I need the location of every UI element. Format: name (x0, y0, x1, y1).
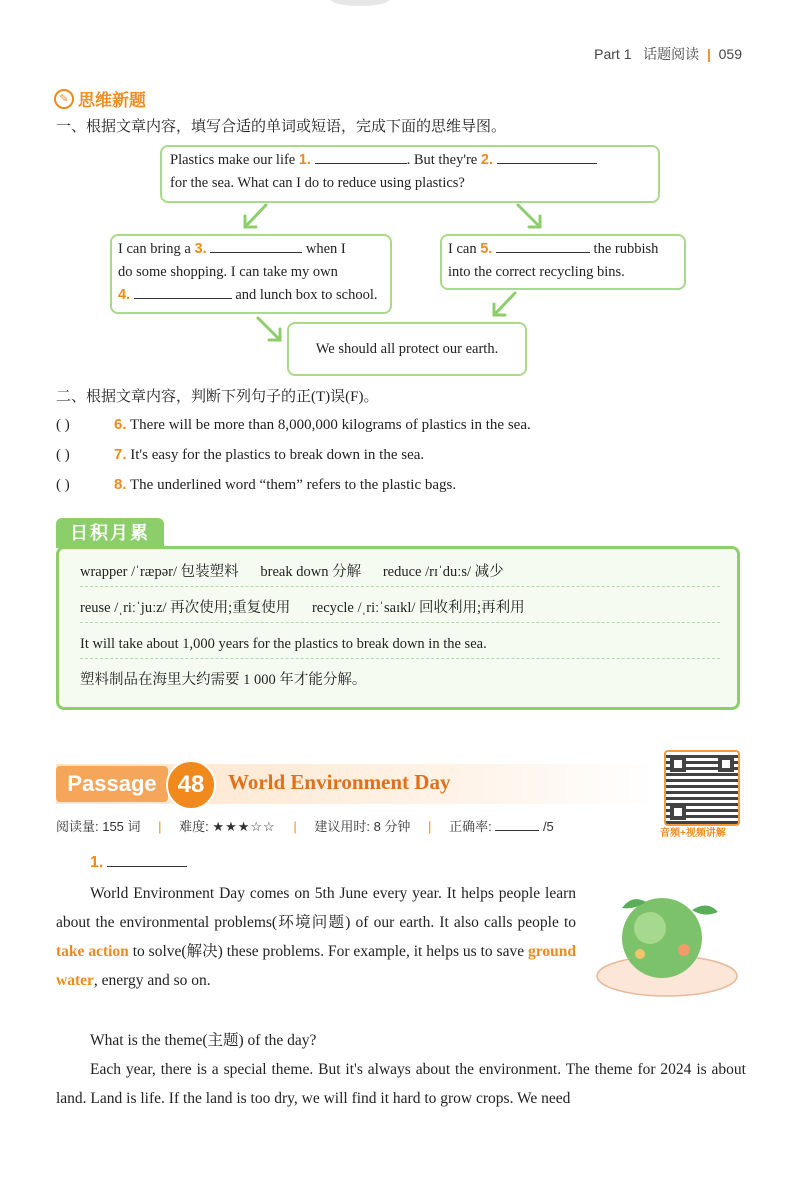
arrow-left-bottom (258, 318, 280, 340)
page-number: 059 (718, 46, 742, 62)
qr-finder-tl (670, 756, 686, 772)
leaf-2 (692, 905, 718, 914)
earth-in-hands-illustration (592, 888, 742, 1006)
heading-blank-1[interactable] (107, 852, 187, 867)
passage-number: 48 (166, 760, 216, 810)
rijilei-line-4: 塑料制品在海里大约需要 1 000 年才能分解。 (80, 672, 367, 688)
answer-box-6[interactable]: ( ) (56, 417, 70, 433)
qr-finder-tr (718, 756, 734, 772)
blank-number-3: 3. (194, 241, 207, 257)
mindmap-box-right: I can 5. the rubbish into the correct recycling bins. (440, 234, 686, 290)
blank-3[interactable] (210, 238, 302, 253)
mindmap-box-bottom: We should all protect our earth. (287, 322, 527, 376)
qr-code[interactable] (664, 750, 740, 826)
tf-question-6: ( ) 6. There will be more than 8,000,000 kilograms of plastics in the sea. (56, 414, 531, 436)
meta-accuracy: 正确率: (449, 819, 492, 834)
meta-time: 建议用时: 8 分钟 (314, 819, 411, 834)
tf-question-7: ( ) 7. It's easy for the plastics to break down in the sea. (56, 444, 424, 466)
header-divider: | (706, 46, 711, 62)
arrow-right-bottom (494, 293, 515, 315)
rijilei-line-1: wrapper /ˈræpər/ 包装塑料 break down 分解 reduce /rɪˈduːs/ 减少 (80, 552, 720, 587)
blank-4[interactable] (134, 284, 232, 299)
passage-paragraph-1: World Environment Day comes on 5th June every year. It helps people learn about the environmental problems(环境问题) of our earth. It also calls people to take action to solve(解决) these problems. For example, it helps us to save ground water, energy and so on. (56, 885, 576, 989)
passage-title: World Environment Day (228, 770, 451, 794)
passage-paragraph-2: What is the theme(主题) of the day? (90, 1032, 317, 1049)
tf-question-8: ( ) 8. The underlined word “them” refers to the plastic bags. (56, 474, 456, 496)
question-1-heading: 1. (90, 852, 187, 872)
instruction-2: 二、根据文章内容，判断下列句子的正(T)误(F)。 (56, 389, 379, 405)
passage-label: Passage (56, 766, 168, 802)
meta-difficulty: 难度: (179, 819, 209, 834)
accuracy-total: /5 (542, 819, 554, 834)
pen-icon: ✎ (54, 89, 74, 109)
flower-2 (635, 949, 645, 959)
passage-meta: 阅读量: 155 词 | 难度: ★★★☆☆ | 建议用时: 8 分钟 | 正确率: /5 (56, 816, 554, 835)
answer-box-8[interactable]: ( ) (56, 477, 70, 493)
instruction-1: 一、根据文章内容，填写合适的单词或短语，完成下面的思维导图。 (56, 119, 507, 135)
accuracy-blank[interactable] (495, 816, 539, 831)
meta-word-count: 阅读量: 155 词 (56, 819, 141, 834)
flower-1 (678, 944, 690, 956)
blank-5[interactable] (496, 238, 590, 253)
mindmap-box-left: I can bring a 3. when I do some shopping. I can take my own 4. and lunch box to school. (110, 234, 392, 314)
blank-number-4: 4. (118, 287, 131, 303)
highlight-take-action: take action (56, 943, 129, 960)
arrow-top-left (245, 205, 266, 227)
blank-number-5: 5. (480, 241, 493, 257)
header-section: 话题阅读 (643, 46, 700, 62)
highlight-ground-water: ground water (56, 943, 576, 989)
header-part: Part 1 (594, 46, 632, 62)
passage-paragraph-3: Each year, there is a special theme. But it's always about the environment. The theme for 2024 is about land. Land is life. If the land is too dry, we will find it hard to grow crops. We need (56, 1061, 746, 1107)
blank-number-1: 1. (298, 152, 311, 168)
arrow-top-right (518, 205, 540, 227)
rijilei-line-3: It will take about 1,000 years for the plastics to break down in the sea. (80, 624, 720, 659)
rijilei-tab: 日积月累 (56, 518, 164, 548)
mindmap-box-top: Plastics make our life 1. . But they're 2. for the sea. What can I do to reduce using plastics? (160, 145, 660, 203)
thinking-title: 思维新题 (78, 91, 146, 110)
answer-box-7[interactable]: ( ) (56, 447, 70, 463)
rijilei-line-2: reuse /ˌriːˈjuːz/ 再次使用;重复使用 recycle /ˌriːˈsaɪkl/ 回收利用;再利用 (80, 588, 720, 623)
qr-finder-bl (670, 804, 686, 820)
earth-highlight (634, 912, 666, 944)
qr-label: 音频+视频讲解 (660, 828, 726, 839)
blank-number-2: 2. (480, 152, 493, 168)
difficulty-stars: ★★★☆☆ (212, 819, 276, 834)
